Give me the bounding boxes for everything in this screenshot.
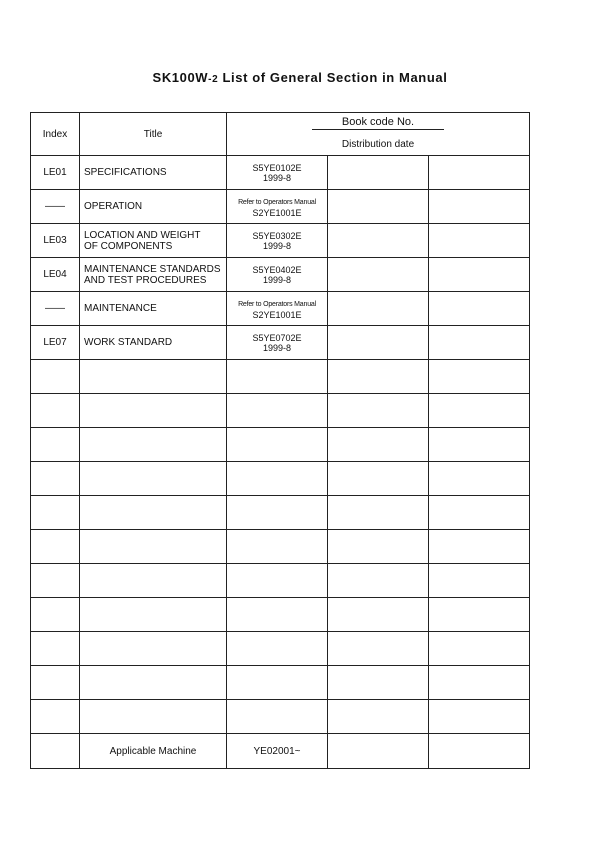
title-model-suffix: -2 [208,74,219,85]
cell-line: S5YE0702E [252,332,302,343]
cell-line: SPECIFICATIONS [84,167,167,178]
table-row [31,292,530,326]
empty-cell [227,360,328,394]
cell-line: S5YE0402E [252,264,302,275]
empty-cell [227,530,328,564]
empty-cell [227,700,328,734]
revision-cell [429,224,530,258]
applicable-machine-label: Applicable Machine [80,734,227,769]
page-title [0,70,600,85]
empty-cell [328,632,429,666]
empty-cell [328,598,429,632]
empty-cell [80,666,227,700]
footer-row [31,734,530,769]
revision-cell [328,258,429,292]
empty-cell [328,496,429,530]
empty-cell [31,632,80,666]
book-code-cell [227,258,328,292]
empty-cell [429,530,530,564]
empty-cell [328,530,429,564]
index-cell: —— [31,292,80,326]
empty-cell [80,360,227,394]
revision-cell [429,190,530,224]
empty-cell [429,734,530,769]
empty-row [31,632,530,666]
cell-line: S5YE0102E [252,162,302,173]
revision-cell [328,326,429,360]
cell-line: WORK STANDARD [84,337,173,348]
empty-cell [227,598,328,632]
empty-row [31,360,530,394]
cell-line: S2YE1001E [252,309,302,320]
applicable-machine-code: YE02001~ [227,734,328,769]
empty-row [31,700,530,734]
empty-cell [429,394,530,428]
cell-line: 1999-8 [262,240,292,251]
revision-cell [429,326,530,360]
index-cell: LE07 [31,326,80,360]
empty-cell [328,564,429,598]
title-text: List of General Section in Manual [222,70,448,85]
empty-cell [80,700,227,734]
cell-line: 1999-8 [262,172,292,183]
index-cell: LE01 [31,156,80,190]
empty-cell [429,496,530,530]
empty-cell [227,564,328,598]
empty-row [31,428,530,462]
book-code-cell [227,156,328,190]
empty-cell [31,700,80,734]
revision-cell [429,292,530,326]
table-row [31,326,530,360]
empty-cell [429,564,530,598]
empty-row [31,496,530,530]
empty-cell [227,632,328,666]
table-row [31,258,530,292]
empty-cell [31,462,80,496]
empty-cell [429,700,530,734]
empty-cell [80,428,227,462]
empty-cell [328,666,429,700]
empty-cell [429,666,530,700]
cell-line: Refer to Operators Manual [238,300,316,308]
title-cell [80,156,227,190]
empty-cell [227,462,328,496]
index-cell: LE04 [31,258,80,292]
empty-cell [227,496,328,530]
revision-cell [328,156,429,190]
book-code-cell [227,292,328,326]
title-cell [80,258,227,292]
revision-cell [328,292,429,326]
empty-cell [328,428,429,462]
empty-cell [328,394,429,428]
title-model: SK100W [152,70,209,85]
title-cell [80,190,227,224]
empty-cell [31,394,80,428]
empty-cell [80,564,227,598]
cell-line: MAINTENANCE [84,303,157,314]
cell-line: Refer to Operators Manual [238,198,316,206]
empty-cell [227,394,328,428]
empty-cell [328,700,429,734]
empty-cell [80,394,227,428]
empty-cell [80,598,227,632]
cell-line: S2YE1001E [252,207,302,218]
cell-line: OPERATION [84,201,143,212]
empty-cell [31,598,80,632]
empty-cell [227,666,328,700]
empty-row [31,598,530,632]
title-cell [80,224,227,258]
index-cell: LE03 [31,224,80,258]
empty-cell [31,360,80,394]
empty-cell [227,428,328,462]
empty-cell [328,462,429,496]
revision-cell [328,224,429,258]
table-row [31,224,530,258]
header-book-code-label: Book code No. [312,117,444,130]
empty-cell [31,734,80,769]
cell-line: MAINTENANCE STANDARDS [84,263,221,275]
empty-cell [31,666,80,700]
empty-cell [80,462,227,496]
cell-line: 1999-8 [262,342,292,353]
index-cell: —— [31,190,80,224]
table-row [31,190,530,224]
empty-cell [429,632,530,666]
book-code-cell [227,190,328,224]
empty-cell [328,734,429,769]
empty-cell [328,360,429,394]
header-index: Index [31,113,80,156]
cell-line: LOCATION AND WEIGHT [84,229,201,241]
header-book-code [227,113,530,135]
cell-line: 1999-8 [262,274,292,285]
revision-cell [429,258,530,292]
empty-cell [429,598,530,632]
revision-cell [429,156,530,190]
book-code-cell [227,326,328,360]
empty-cell [31,530,80,564]
cell-line: S5YE0302E [252,230,302,241]
cell-line: AND TEST PROCEDURES [84,274,207,286]
empty-cell [80,632,227,666]
empty-row [31,666,530,700]
empty-cell [429,428,530,462]
header-row [31,113,530,135]
book-code-cell [227,224,328,258]
header-distribution-date: Distribution date [227,134,530,156]
empty-row [31,394,530,428]
empty-cell [429,360,530,394]
table-row [31,156,530,190]
empty-cell [80,496,227,530]
header-title: Title [80,113,227,156]
empty-cell [31,564,80,598]
title-cell [80,292,227,326]
cell-line: OF COMPONENTS [84,240,173,252]
revision-cell [328,190,429,224]
empty-row [31,462,530,496]
empty-cell [31,496,80,530]
empty-cell [31,428,80,462]
empty-row [31,564,530,598]
title-cell [80,326,227,360]
empty-cell [80,530,227,564]
empty-row [31,530,530,564]
manual-sections-table [30,112,530,769]
empty-cell [429,462,530,496]
